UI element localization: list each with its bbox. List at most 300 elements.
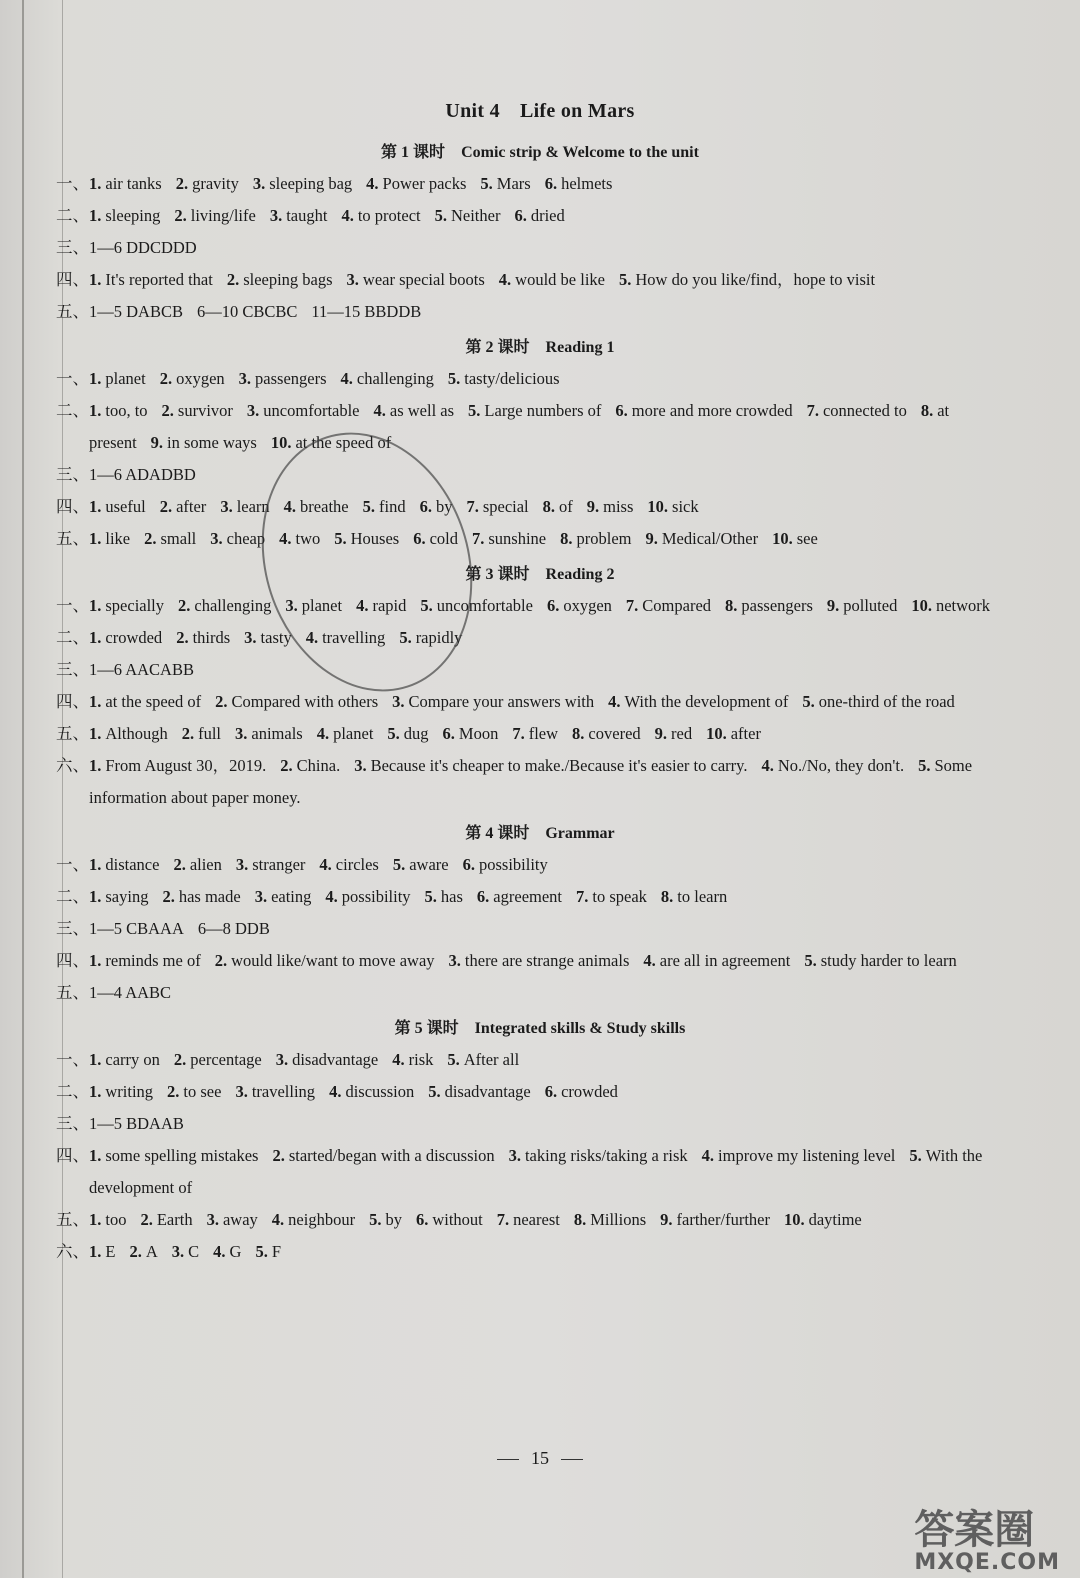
- answer-number: 9.: [586, 497, 600, 516]
- answer-text: oxygen: [176, 369, 225, 388]
- answer-text: sleeping: [105, 206, 161, 225]
- answer-list: [89, 395, 1024, 459]
- answer-item: [182, 724, 221, 743]
- answer-text: No./No, they don't.: [777, 756, 905, 775]
- answer-text: reminds me of: [105, 951, 201, 970]
- answer-item: [270, 206, 328, 225]
- answer-item: [89, 887, 148, 906]
- answer-text: more and more crowded: [631, 401, 793, 420]
- answer-number: 2.: [173, 855, 186, 874]
- answer-text: cold: [429, 529, 458, 548]
- answer-item: [89, 724, 168, 743]
- answer-row: [56, 1236, 1024, 1268]
- answer-number: 8.: [920, 401, 934, 420]
- page-number: 15: [531, 1448, 549, 1468]
- answer-item: [167, 1082, 221, 1101]
- answer-number: 9.: [826, 596, 840, 615]
- answer-number: 4.: [319, 855, 332, 874]
- answer-number: 8.: [560, 529, 573, 548]
- answer-number: 2.: [175, 174, 189, 193]
- answer-text: to protect: [357, 206, 421, 225]
- answer-number: 10.: [911, 596, 932, 615]
- answer-text: sleeping bags: [243, 270, 333, 289]
- answer-text: sleeping bag: [269, 174, 353, 193]
- answer-number: 5.: [804, 951, 817, 970]
- logo-url: MXQE.COM: [914, 1550, 1060, 1575]
- answer-list: [89, 913, 1024, 945]
- answer-number: 7.: [806, 401, 819, 420]
- answer-item: [140, 1210, 192, 1229]
- answer-item: [325, 887, 410, 906]
- answer-text: special: [482, 497, 529, 516]
- answer-number: 6.: [413, 529, 426, 548]
- binding-edge-line: [22, 0, 24, 1578]
- answer-item: [89, 1050, 160, 1069]
- footer-dash: [497, 1459, 519, 1460]
- answer-row: [56, 977, 1024, 1009]
- answer-text: From August 30，2019.: [105, 756, 267, 775]
- answer-item: [215, 692, 378, 711]
- answer-text: like: [105, 529, 131, 548]
- answer-item: [235, 724, 303, 743]
- answer-item: [619, 270, 875, 289]
- answer-text: study harder to learn: [820, 951, 957, 970]
- answer-number: 4.: [761, 756, 774, 775]
- answer-row: [56, 750, 1024, 814]
- answer-item: [160, 369, 225, 388]
- answer-item: [172, 1242, 199, 1261]
- answer-item: [176, 628, 230, 647]
- answer-item: [89, 529, 130, 548]
- answer-number: 6.: [544, 174, 558, 193]
- answer-item: [443, 724, 499, 743]
- answer-number: 5.: [387, 724, 400, 743]
- answer-text: see: [796, 529, 818, 548]
- answer-item: [772, 529, 818, 548]
- answer-list: [89, 590, 1024, 622]
- answer-text: too: [105, 1210, 127, 1229]
- answer-item: [477, 887, 562, 906]
- part-marker: 一、: [56, 369, 89, 388]
- answer-item: [428, 1082, 531, 1101]
- lesson-number: 第 5 课时: [394, 1020, 459, 1037]
- part-marker: 二、: [56, 1082, 89, 1101]
- answer-item: [162, 401, 233, 420]
- answer-text: Large numbers of: [484, 401, 602, 420]
- answer-number: 1.: [89, 951, 102, 970]
- answer-row: [56, 395, 1024, 459]
- answer-number: 3.: [252, 174, 266, 193]
- answer-number: 5.: [399, 628, 412, 647]
- answer-number: 2.: [280, 756, 293, 775]
- answer-list: [89, 1204, 1024, 1236]
- answer-item: [725, 596, 813, 615]
- answer-text: risk: [408, 1050, 434, 1069]
- answer-number: 10.: [783, 1210, 805, 1229]
- answer-number: 7.: [472, 529, 485, 548]
- answer-item: [827, 596, 897, 615]
- answer-text: planet: [105, 369, 146, 388]
- answer-text: rapid: [372, 596, 407, 615]
- answer-item: [272, 1210, 355, 1229]
- sections-container: [56, 139, 1024, 1268]
- answer-number: 3.: [210, 529, 223, 548]
- part-marker: 四、: [56, 951, 89, 970]
- part-marker: 五、: [56, 1210, 89, 1229]
- lesson-name: Integrated skills & Study skills: [474, 1020, 686, 1037]
- answer-item: [447, 1050, 519, 1069]
- answer-item: [89, 1146, 258, 1165]
- answer-item: [341, 206, 420, 225]
- answer-text: 1—6 DDCDDD: [89, 238, 197, 257]
- part-marker: 五、: [56, 529, 89, 548]
- answer-item: [466, 497, 528, 516]
- answer-item: [162, 887, 240, 906]
- answer-text: rapidly: [415, 628, 463, 647]
- answer-item: [499, 270, 605, 289]
- answer-row: [56, 200, 1024, 232]
- answer-item: [392, 692, 594, 711]
- answer-text: taught: [286, 206, 328, 225]
- answer-number: 3.: [206, 1210, 219, 1229]
- answer-list: [89, 718, 1024, 750]
- answer-number: 5.: [369, 1210, 382, 1229]
- answer-number: 6.: [514, 206, 527, 225]
- lesson-name: Grammar: [545, 825, 615, 842]
- answer-item: [319, 855, 378, 874]
- answer-text: air tanks: [105, 174, 162, 193]
- answer-text: C: [188, 1242, 200, 1261]
- answer-text: network: [935, 596, 991, 615]
- answer-item: [89, 983, 171, 1002]
- answer-number: 5.: [392, 855, 406, 874]
- answer-item: [129, 1242, 157, 1261]
- answer-number: 4.: [356, 596, 369, 615]
- answer-text: wear special boots: [362, 270, 485, 289]
- lesson-name: Comic strip & Welcome to the unit: [461, 144, 699, 161]
- answer-row: [56, 1140, 1024, 1204]
- answer-text: are all in agreement: [659, 951, 791, 970]
- lesson-number: 第 4 课时: [465, 825, 530, 842]
- answer-item: [160, 497, 207, 516]
- answer-text: at the speed of: [105, 692, 202, 711]
- answer-number: 2.: [162, 887, 175, 906]
- answer-item: [425, 887, 463, 906]
- answer-number: 8.: [725, 596, 738, 615]
- answer-text: small: [160, 529, 197, 548]
- answer-text: has: [440, 887, 463, 906]
- answer-number: 5.: [918, 756, 931, 775]
- answer-item: [572, 724, 641, 743]
- answer-number: 4.: [366, 174, 379, 193]
- answer-number: 8.: [573, 1210, 587, 1229]
- answer-text: animals: [251, 724, 303, 743]
- answer-text: passengers: [255, 369, 327, 388]
- answer-text: uncomfortable: [263, 401, 360, 420]
- answer-number: 2.: [272, 1146, 285, 1165]
- answer-text: dug: [403, 724, 429, 743]
- answer-text: miss: [603, 497, 634, 516]
- answer-item: [255, 887, 312, 906]
- answer-item: [387, 724, 428, 743]
- answer-number: 3.: [235, 724, 248, 743]
- answer-item: [472, 529, 546, 548]
- answer-item: [174, 206, 255, 225]
- answer-item: [543, 497, 573, 516]
- lesson-number: 第 2 课时: [465, 339, 530, 356]
- answer-number: 1.: [89, 497, 102, 516]
- answer-text: crowded: [105, 628, 163, 647]
- answer-text: Compared with others: [231, 692, 379, 711]
- answer-number: 5.: [447, 1050, 460, 1069]
- answer-text: eating: [271, 887, 312, 906]
- answer-text: cheap: [226, 529, 266, 548]
- answer-number: 7.: [466, 497, 479, 516]
- answer-number: 7.: [625, 596, 639, 615]
- answer-text: tasty/delicious: [464, 369, 560, 388]
- answer-item: [655, 724, 692, 743]
- part-marker: 六、: [56, 1242, 89, 1261]
- answer-text: too, to: [105, 401, 148, 420]
- answer-row: [56, 523, 1024, 555]
- answer-text: connected to: [822, 401, 907, 420]
- unit-title: [56, 100, 1024, 123]
- answer-list: [89, 200, 1024, 232]
- answer-text: problem: [576, 529, 632, 548]
- logo-mark: 答案圈: [914, 1507, 1035, 1553]
- answer-text: sick: [672, 497, 699, 516]
- lesson-title: [56, 139, 1024, 162]
- part-marker: 一、: [56, 855, 89, 874]
- answer-item: [89, 855, 159, 874]
- answer-item: [89, 1242, 115, 1261]
- answer-number: 5.: [428, 1082, 441, 1101]
- answer-item: [761, 756, 904, 775]
- part-marker: 六、: [56, 756, 89, 775]
- answer-item: [317, 724, 374, 743]
- answer-item: [151, 433, 257, 452]
- answer-number: 1.: [89, 270, 102, 289]
- answer-text: to learn: [677, 887, 728, 906]
- answer-number: 4.: [341, 206, 354, 225]
- answer-text: Compared: [642, 596, 712, 615]
- answer-text: Mars: [496, 174, 531, 193]
- part-marker: 二、: [56, 887, 89, 906]
- answer-text: Medical/Other: [661, 529, 759, 548]
- answer-item: [576, 887, 647, 906]
- answer-item: [369, 1210, 402, 1229]
- answer-row: [56, 363, 1024, 395]
- answer-list: [89, 459, 1024, 491]
- answer-text: It's reported that: [105, 270, 213, 289]
- answer-number: 4.: [325, 887, 338, 906]
- answer-list: [89, 686, 1024, 718]
- answer-number: 8.: [542, 497, 556, 516]
- answer-text: red: [671, 724, 693, 743]
- lesson-number: 第 3 课时: [465, 566, 530, 583]
- answer-text: Compare your answers with: [408, 692, 595, 711]
- answer-row: [56, 232, 1024, 264]
- answer-number: 2.: [226, 270, 240, 289]
- answer-number: 1.: [89, 1050, 102, 1069]
- answer-item: [144, 529, 196, 548]
- answer-text: after: [176, 497, 207, 516]
- answer-text: carry on: [105, 1050, 160, 1069]
- answer-number: 4.: [643, 951, 656, 970]
- answer-item: [89, 238, 197, 257]
- answer-item: [311, 302, 421, 321]
- answer-number: 1.: [89, 855, 102, 874]
- answer-item: [276, 1050, 379, 1069]
- answer-text: With the development of: [89, 1146, 983, 1197]
- answer-text: After all: [463, 1050, 520, 1069]
- answer-number: 5.: [802, 692, 815, 711]
- answer-number: 1.: [89, 1210, 102, 1229]
- answer-list: [89, 750, 1024, 814]
- lesson-title: [56, 820, 1024, 843]
- answer-number: 10.: [647, 497, 669, 516]
- answer-number: 2.: [181, 724, 195, 743]
- part-marker: 二、: [56, 628, 89, 647]
- answer-item: [253, 174, 352, 193]
- answer-number: 3.: [508, 1146, 521, 1165]
- answer-number: 3.: [220, 497, 233, 516]
- answer-list: [89, 1076, 1024, 1108]
- answer-number: 1.: [89, 692, 102, 711]
- answer-list: [89, 1108, 1024, 1140]
- answer-number: 7.: [576, 887, 589, 906]
- answer-list: [89, 881, 1024, 913]
- answer-number: 5.: [480, 174, 493, 193]
- answer-item: [435, 206, 501, 225]
- answer-list: [89, 654, 1024, 686]
- answer-number: 2.: [176, 628, 189, 647]
- answer-number: 1.: [89, 1082, 102, 1101]
- answer-number: 9.: [660, 1210, 673, 1229]
- part-marker: 三、: [56, 1114, 89, 1133]
- part-marker: 四、: [56, 497, 89, 516]
- answer-list: [89, 264, 1024, 296]
- answer-number: 5.: [434, 206, 447, 225]
- answer-item: [547, 596, 612, 615]
- answer-list: [89, 1044, 1024, 1076]
- answer-row: [56, 459, 1024, 491]
- answer-text: has made: [178, 887, 241, 906]
- answer-number: 4.: [271, 1210, 285, 1229]
- answer-number: 5.: [909, 1146, 922, 1165]
- answer-text: to see: [183, 1082, 222, 1101]
- answer-text: With the development of: [624, 692, 789, 711]
- answer-text: challenging: [194, 596, 272, 615]
- answer-text: F: [271, 1242, 282, 1261]
- answer-text: possibility: [479, 855, 548, 874]
- answer-item: [198, 919, 270, 938]
- answer-item: [89, 497, 146, 516]
- answer-item: [272, 1146, 494, 1165]
- answer-item: [235, 1082, 315, 1101]
- answer-text: as well as: [389, 401, 455, 420]
- answer-row: [56, 881, 1024, 913]
- answer-number: 3.: [448, 951, 461, 970]
- answer-item: [244, 628, 292, 647]
- answer-item: [329, 1082, 414, 1101]
- answer-text: alien: [189, 855, 222, 874]
- answer-text: farther/further: [676, 1210, 770, 1229]
- answer-item: [416, 1210, 483, 1229]
- answer-text: challenging: [356, 369, 434, 388]
- answer-number: 4.: [701, 1146, 715, 1165]
- answer-number: 3.: [275, 1050, 289, 1069]
- part-marker: 五、: [56, 983, 89, 1002]
- answer-number: 4.: [316, 724, 330, 743]
- answer-text: disadvantage: [444, 1082, 531, 1101]
- answer-number: 3.: [244, 628, 257, 647]
- answer-row: [56, 945, 1024, 977]
- answer-item: [802, 692, 954, 711]
- answer-item: [911, 596, 990, 615]
- answer-text: helmets: [561, 174, 613, 193]
- answer-item: [804, 951, 956, 970]
- answer-text: at the speed of: [295, 433, 392, 452]
- part-marker: 四、: [56, 1146, 89, 1165]
- answer-number: 6.: [419, 497, 432, 516]
- site-logo: [914, 1507, 1060, 1575]
- answer-text: full: [198, 724, 222, 743]
- answer-number: 10.: [772, 529, 793, 548]
- part-marker: 四、: [56, 692, 89, 711]
- answer-text: tasty: [260, 628, 292, 647]
- answer-number: 2.: [215, 692, 228, 711]
- part-marker: 三、: [56, 660, 89, 679]
- answer-list: [89, 1140, 1024, 1204]
- answer-number: 5.: [334, 529, 347, 548]
- answer-text: there are strange animals: [464, 951, 630, 970]
- answer-text: travelling: [251, 1082, 316, 1101]
- answer-item: [89, 756, 266, 775]
- answer-text: agreement: [493, 887, 563, 906]
- answer-text: started/began with a discussion: [288, 1146, 495, 1165]
- answer-number: 9.: [645, 529, 658, 548]
- lesson-title: [56, 561, 1024, 584]
- answer-number: 4.: [329, 1082, 342, 1101]
- answer-number: 6.: [462, 855, 475, 874]
- answer-row: [56, 686, 1024, 718]
- lesson-number: 第 1 课时: [381, 144, 446, 161]
- answer-item: [89, 919, 184, 938]
- answer-text: 6—10 CBCBC: [196, 302, 298, 321]
- answer-item: [545, 174, 613, 193]
- answer-item: [509, 1146, 688, 1165]
- answer-number: 10.: [270, 433, 292, 452]
- answer-item: [89, 692, 201, 711]
- answer-text: one-third of the road: [818, 692, 955, 711]
- answer-text: two: [295, 529, 321, 548]
- answer-item: [89, 951, 201, 970]
- answer-item: [512, 724, 558, 743]
- answer-text: in some ways: [167, 433, 257, 452]
- answer-row: [56, 168, 1024, 200]
- answer-item: [227, 270, 333, 289]
- answer-item: [784, 1210, 862, 1229]
- answer-text: saying: [105, 887, 149, 906]
- answer-text: daytime: [808, 1210, 862, 1229]
- part-marker: 二、: [56, 401, 89, 420]
- answer-row: [56, 1204, 1024, 1236]
- answer-list: [89, 977, 1024, 1009]
- answer-text: 1—6 ADADBD: [89, 465, 196, 484]
- answer-number: 4.: [392, 1050, 405, 1069]
- answer-number: 2.: [140, 1210, 153, 1229]
